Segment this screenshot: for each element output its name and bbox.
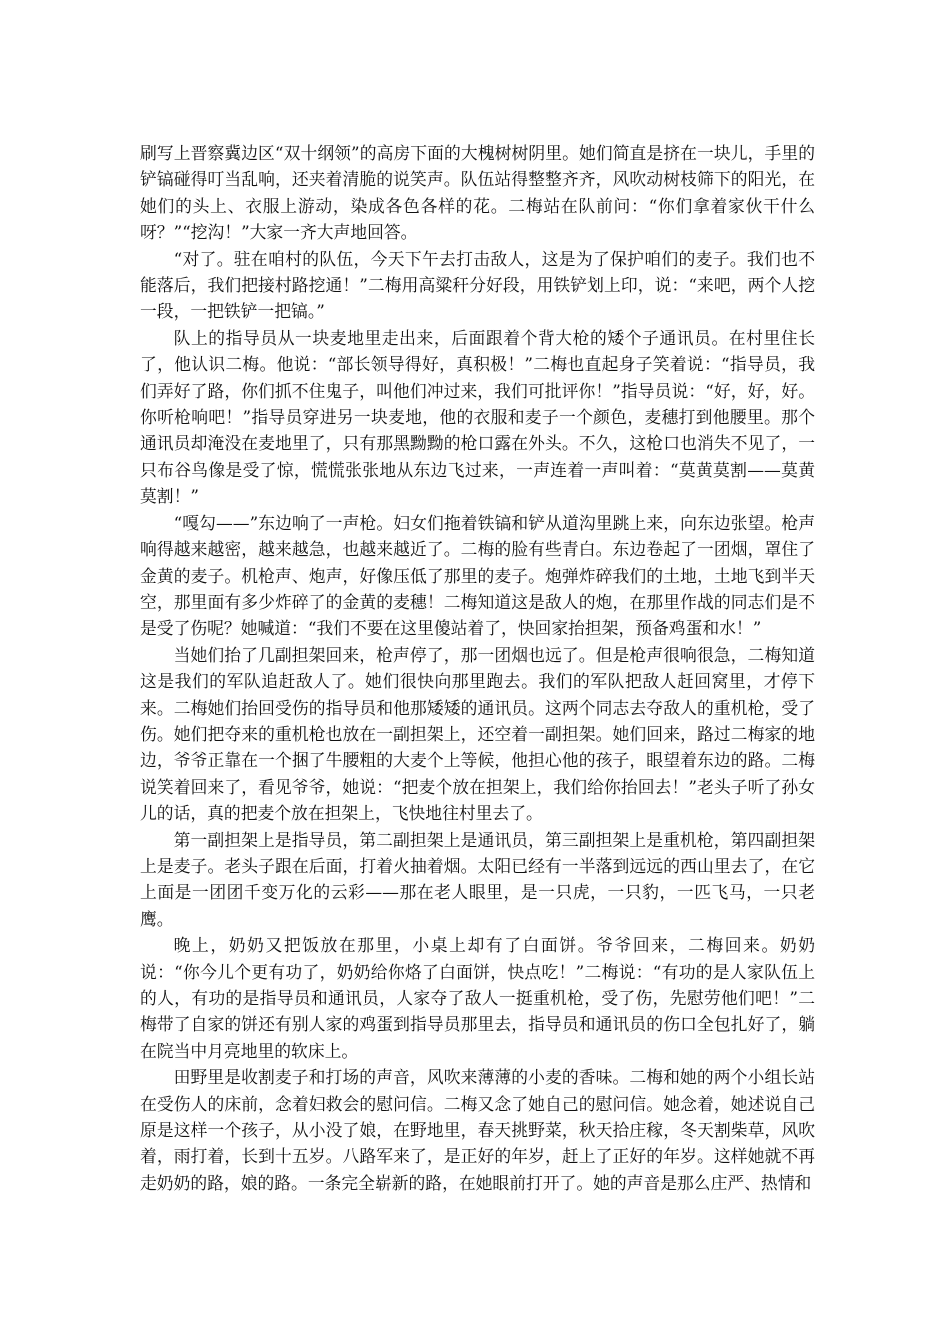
- paragraph-4: “嘎勾——”东边响了一声枪。妇女们拖着铁镐和铲从道沟里跳上来，向东边张望。枪声响得越来越密，越来越急，也越来越近了。二梅的脸有些青白。东边卷起了一团烟，罩住了金黄的麦子。机枪声、炮声，好像压低了那里的麦子。炮弹炸碎我们的土地，土地飞到半天空，那里面有多少炸碎了的金黄的麦穗！二梅知道这是敌人的炮，在那里作战的同志们是不是受了伤呢？她喊道：“我们不要在这里傻站着了，快回家抬担架，预备鸡蛋和水！”: [140, 512, 815, 639]
- paragraph-7: 晚上，奶奶又把饭放在那里，小桌上却有了白面饼。爷爷回来，二梅回来。奶奶说：“你今儿个更有功了，奶奶给你烙了白面饼，快点吃！”二梅说：“有功的是人家队伍上的人，有功的是指导员和通讯员，人家夺了敌人一挺重机枪，受了伤，先慰劳他们吧！”二梅带了自家的饼还有别人家的鸡蛋到指导员那里去，指导员和通讯员的伤口全包扎好了，躺在院当中月亮地里的软床上。: [140, 935, 815, 1061]
- paragraph-8: 田野里是收割麦子和打场的声音，风吹来薄薄的小麦的香味。二梅和她的两个小组长站在受伤人的床前，念着妇救会的慰问信。二梅又念了她自己的慰问信。她念着，她述说自己原是这样一个孩子，从小没了娘，在野地里，春天挑野菜，秋天拾庄稼，冬天割柴草，风吹着，雨打着，长到十五岁。八路军来了，是正好的年岁，赶上了正好的年岁。这样她就不再走奶奶的路，娘的路。一条完全崭新的路，在她眼前打开了。她的声音是那么庄严、热情和: [140, 1067, 815, 1193]
- paragraph-6: 第一副担架上是指导员，第二副担架上是通讯员，第三副担架上是重机枪，第四副担架上是麦子。老头子跟在后面，打着火抽着烟。太阳已经有一半落到远远的西山里去了，在它上面是一团团千变万化的云彩——那在老人眼里，是一只虎，一只豹，一匹飞马，一只老鹰。: [140, 829, 815, 929]
- document-page: [140, 140, 815, 1196]
- paragraph-1: 刷写上晋察冀边区“双十纲领”的高房下面的大槐树树阴里。她们简直是挤在一块儿，手里的铲镐碰得叮当乱响，还夹着清脆的说笑声。队伍站得整整齐齐，风吹动树枝筛下的阳光，在她们的头上、衣服上游动，染成各色各样的花。二梅站在队前问：“你们拿着家伙干什么呀？”“挖沟！”大家一齐大声地回答。: [140, 143, 815, 243]
- paragraph-2: “对了。驻在咱村的队伍，今天下午去打击敌人，这是为了保护咱们的麦子。我们也不能落后，我们把接村路挖通！”二梅用高粱秆分好段，用铁铲划上印，说：“来吧，两个人挖一段，一把铁铲一把镐。”: [140, 248, 815, 322]
- paragraph-3: 队上的指导员从一块麦地里走出来，后面跟着个背大枪的矮个子通讯员。在村里住长了，他认识二梅。他说：“部长领导得好，真积极！”二梅也直起身子笑着说：“指导员，我们弄好了路，你们抓不住鬼子，叫他们冲过来，我们可批评你！”指导员说：“好，好，好。你听枪响吧！”指导员穿进另一块麦地，他的衣服和麦子一个颜色，麦穗打到他腰里。那个通讯员却淹没在麦地里了，只有那黑黝黝的枪口露在外头。不久，这枪口也消失不见了，一只布谷鸟像是受了惊，慌慌张张地从东边飞过来，一声连着一声叫着：“莫黄莫割——莫黄莫割！”: [140, 327, 815, 507]
- paragraph-5: 当她们抬了几副担架回来，枪声停了，那一团烟也远了。但是枪声很响很急，二梅知道这是我们的军队追赶敌人了。她们很快向那里跑去。我们的军队把敌人赶回窝里，才停下来。二梅她们抬回受伤的指导员和他那矮矮的通讯员。这两个同志去夺敌人的重机枪，受了伤。她们把夺来的重机枪也放在一副担架上，还空着一副担架。她们回来，路过二梅家的地边，爷爷正靠在一个捆了牛腰粗的大麦个上等候，他担心他的孩子，眼望着东边的路。二梅说笑着回来了，看见爷爷，她说：“把麦个放在担架上，我们给你抬回去！”老头子听了孙女儿的话，真的把麦个放在担架上，飞快地往村里去了。: [140, 644, 815, 824]
